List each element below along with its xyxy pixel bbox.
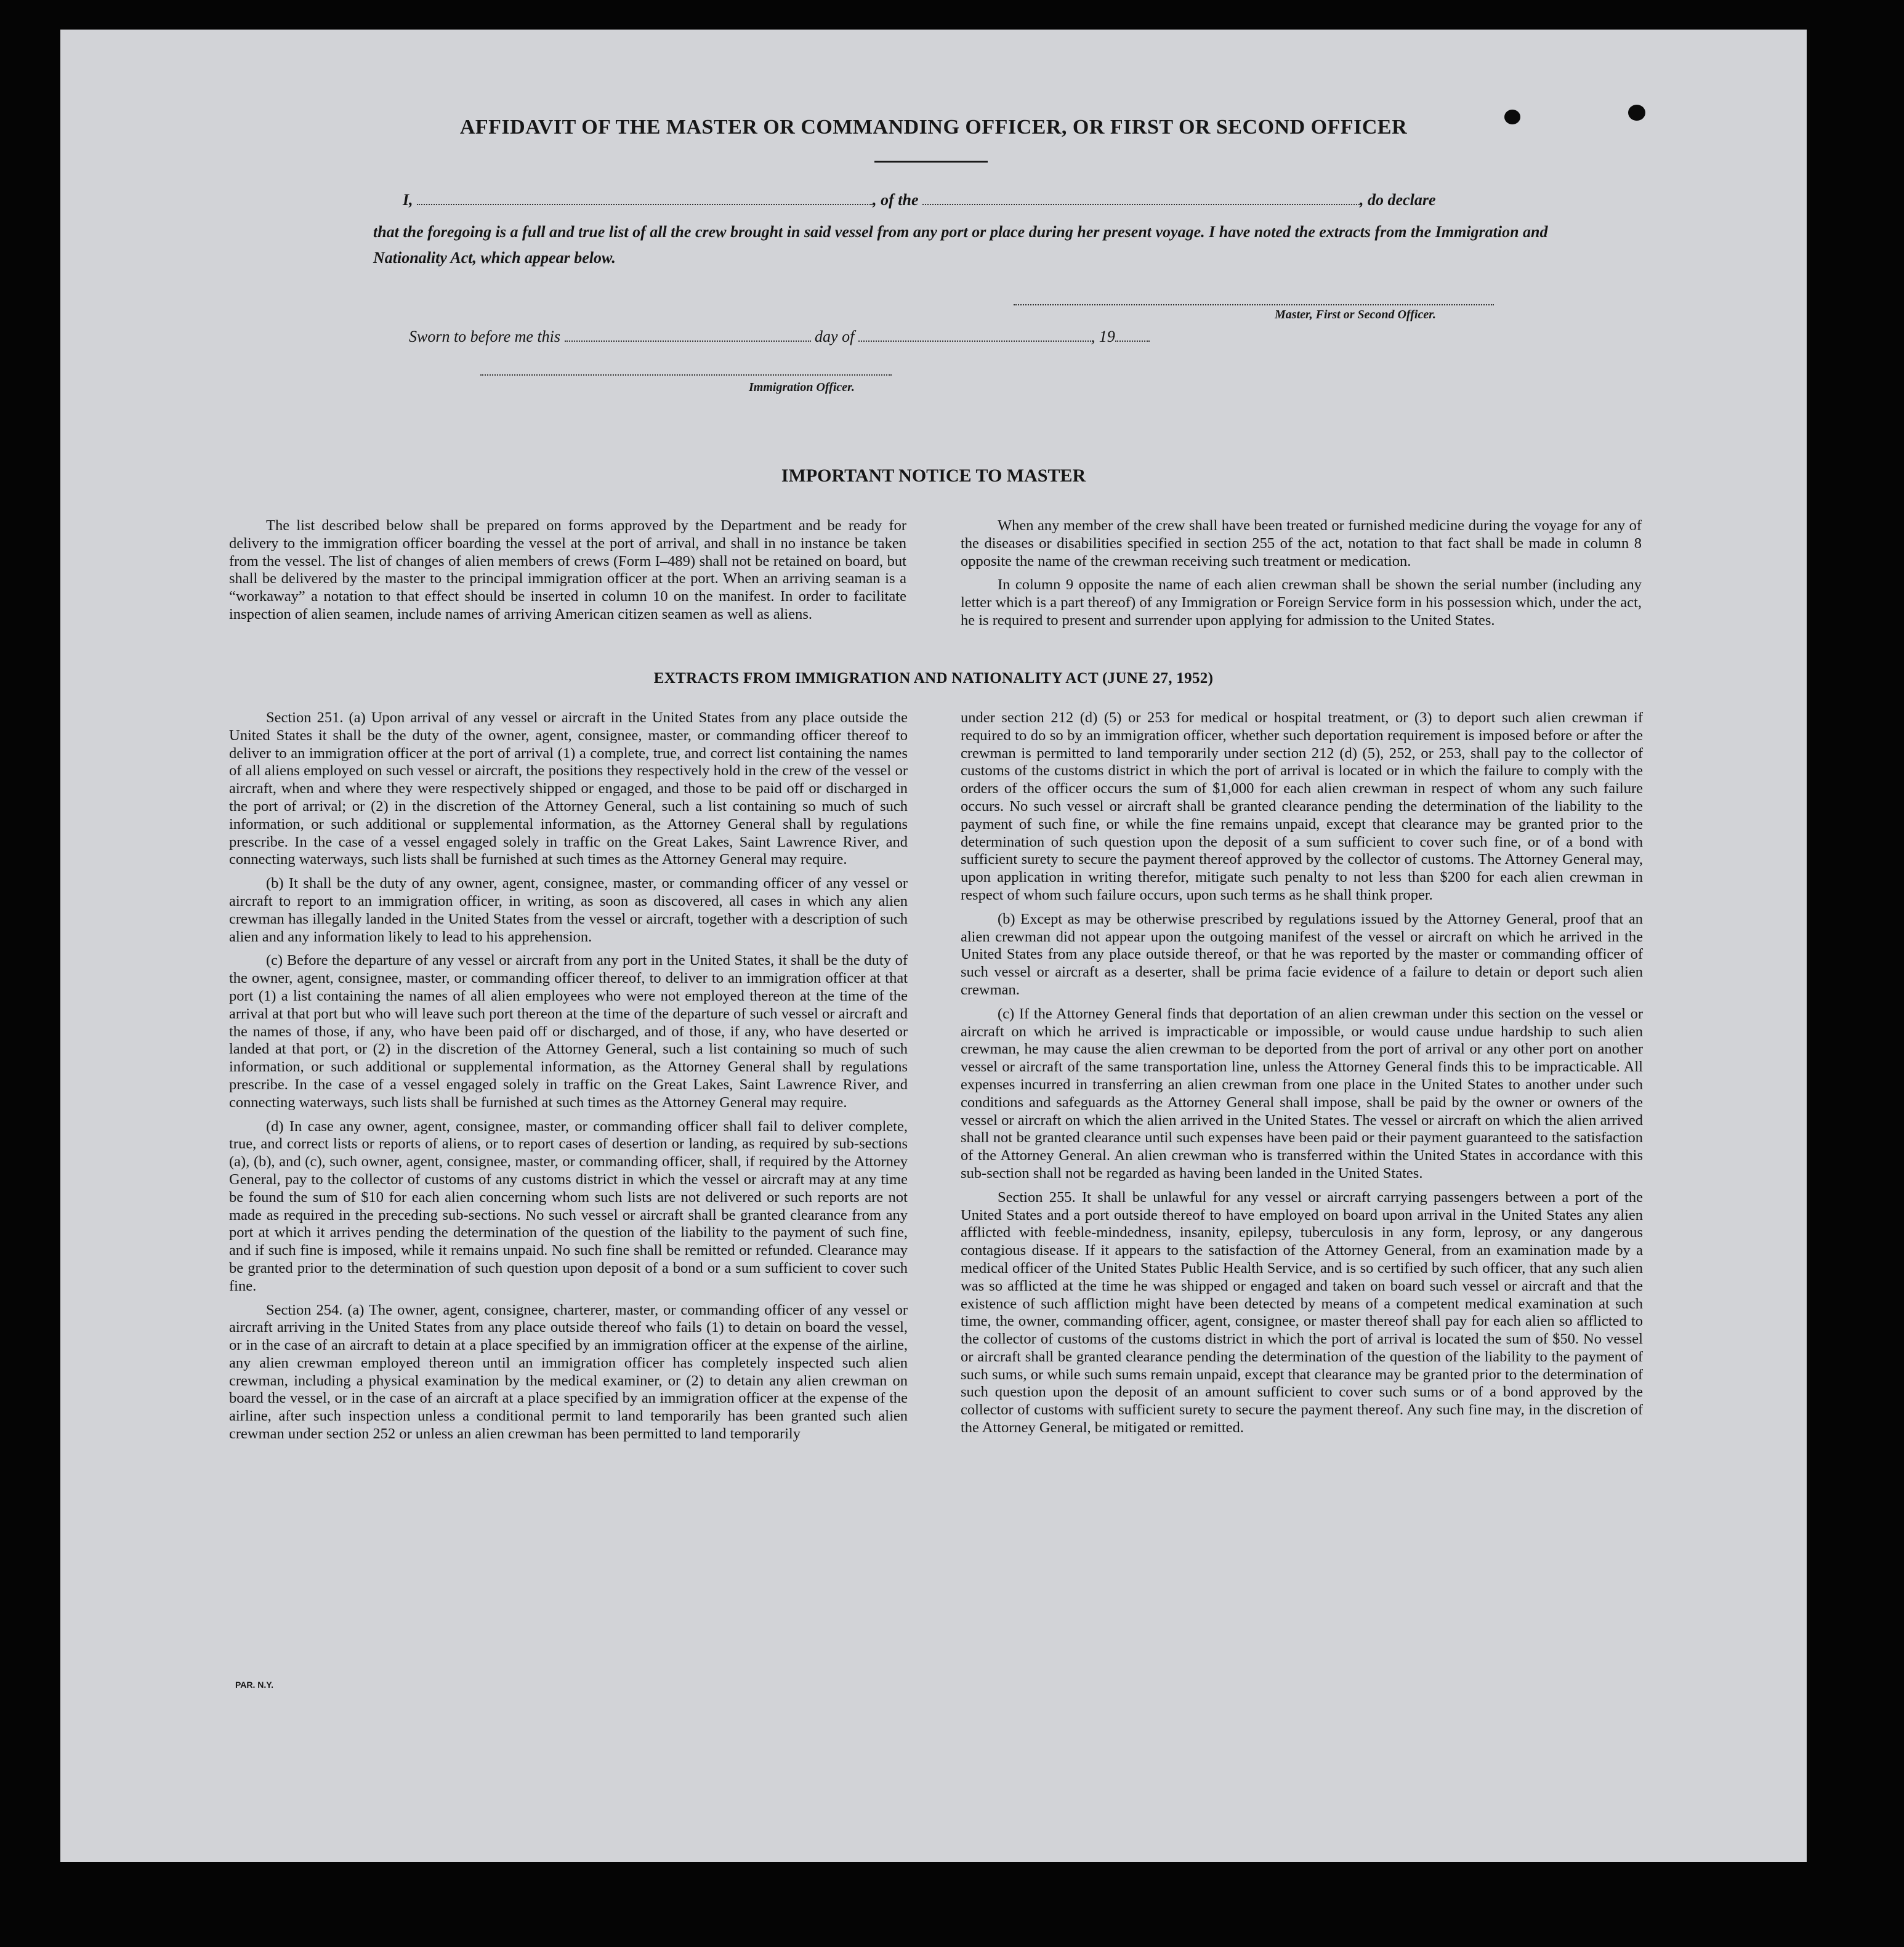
- notice-paragraph: When any member of the crew shall have been treated or furnished medicine during the voyage for any of the diseases or disabilities specified in section 255 of the act, notation to that fact shall be made in column 8 opposite the name of the crewman receiving such treatment or medication.: [961, 517, 1642, 570]
- sworn-year: , 19: [1091, 328, 1115, 345]
- document-sheet: [60, 30, 1807, 1862]
- statute-paragraph: (b) It shall be the duty of any owner, agent, consignee, master, or commanding officer of any vessel or aircraft to report to an immigration officer, in writing, as soon as discovered, all cases in which any alien crewman has illegally landed in the United States from the vessel or aircraft, together with a description of such alien and any information likely to lead to his apprehension.: [229, 875, 908, 945]
- notice-left-column: [229, 517, 906, 630]
- statute-paragraph: Section 255. It shall be unlawful for any vessel or aircraft carrying passengers between a port of the United States and a port outside thereof to have employed on board upon arrival in the United States any alien afflicted with feeble-mindedness, insanity, epilepsy, tuberculosis in any form, leprosy, or any dangerous contagious disease. If it appears to the satisfaction of the Attorney General, from an examination made by a medical officer of the United States Public Health Service, and is so certified by such officer, that any such alien was so afflicted at the time he was shipped or engaged and taken on board such vessel or aircraft and that the existence of such affliction might have been detected by means of a competent medical examination at such time, the owner, commanding officer, agent, consignee, or master thereof shall pay for each alien so afflicted to the collector of customs of the customs district in which the port of arrival is located the sum of $50. No vessel or aircraft shall be granted clearance pending the determination of the question of the liability to the payment of such sums, or while such sums remain unpaid, except that clearance may be granted prior to the determination of such question upon the deposit of an amount sufficient to cover such sums or of a bond approved by the collector of customs with sufficient surety to secure the payment thereof. Any such fine may, in the discretion of the Attorney General, be mitigated or remitted.: [961, 1188, 1643, 1437]
- extracts-title: EXTRACTS FROM IMMIGRATION AND NATIONALITY ACT (JUNE 27, 1952): [653, 670, 1214, 687]
- printer-mark: PAR. N.Y.: [235, 1680, 273, 1690]
- declarant-name-field[interactable]: [417, 193, 873, 205]
- notice-paragraph: The list described below shall be prepared on forms approved by the Department and be ready for delivery to the immigration officer boarding the vessel at the port of arrival, and shall in no instance be taken from the vessel. The list of changes of alien members of crews (Form I–489) shall not be retained on board, but shall be delivered by the master to the principal immigration officer at the port. When an arriving seaman is a “workaway” a notation to that effect should be inserted in column 10 on the manifest. In order to facilitate inspection of alien seamen, include names of arriving American citizen seamen as well as aliens.: [229, 517, 906, 623]
- notice-title: IMPORTANT NOTICE TO MASTER: [781, 466, 1086, 486]
- notice-paragraph: In column 9 opposite the name of each alien crewman shall be shown the serial number (including any letter which is a part thereof) of any Immigration or Foreign Service form in his possession which, under the act, he is required to present and surrender upon applying for admission to the United States.: [961, 576, 1642, 629]
- statute-paragraph: (c) Before the departure of any vessel or aircraft from any port in the United States, it shall be the duty of the owner, agent, consignee, master, or commanding officer thereof, to deliver to an immigration officer at that port (1) a list containing the names of all alien employees who were not employed thereon at the time of the arrival at that port but who will leave such port thereon at the time of the departure of such vessel or aircraft and the names of those, if any, who have been paid off or discharged, and of those, if any, who have deserted or landed at that port, or (2) in the discretion of the Attorney General, such a list containing so much of such information, or such additional or supplemental information, as the Attorney General shall by regulations prescribe. In the case of a vessel engaged solely in traffic on the Great Lakes, Saint Lawrence River, and connecting waterways, such lists shall be furnished at such times as the Attorney General may require.: [229, 952, 908, 1111]
- statute-paragraph: (b) Except as may be otherwise prescribed by regulations issued by the Attorney General, proof that an alien crewman did not appear upon the outgoing manifest of the vessel or aircraft on which he arrived in the United States from any place outside thereof, or that he was reported by the master or commanding officer of such vessel or aircraft as a deserter, shall be prima facie evidence of a failure to detain or deport such alien crewman.: [961, 910, 1643, 998]
- declaration-lead: I,: [403, 191, 413, 209]
- sworn-line: [409, 328, 1271, 346]
- sworn-day-of: day of: [815, 328, 855, 345]
- statute-paragraph: Section 254. (a) The owner, agent, consignee, charterer, master, or commanding officer of any vessel or aircraft arriving in the United States from any place outside thereof who fails (1) to detain on board the vessel, or in the case of an aircraft to detain at a place specified by an immigration officer at the expense of the airline, any alien crewman employed thereon until an immigration officer has completely inspected such alien crewman, including a physical examination by the medical examiner, or (2) to detain any alien crewman on board the vessel, or in the case of an aircraft at a place specified by an immigration officer at the expense of the airline, after such inspection unless a conditional permit to land temporarily has been granted such alien crewman under section 252 or unless an alien crewman has been permitted to land temporarily: [229, 1301, 908, 1443]
- sworn-prefix: Sworn to before me this: [409, 328, 561, 345]
- declaration-end: , do declare: [1360, 191, 1436, 209]
- vessel-name-field[interactable]: [922, 193, 1360, 205]
- title-rule: [874, 161, 988, 163]
- sworn-year-field[interactable]: [1115, 329, 1150, 342]
- declaration-of-the: , of the: [873, 191, 919, 209]
- officer-signature-label: Immigration Officer.: [749, 381, 855, 394]
- statute-paragraph: Section 251. (a) Upon arrival of any vessel or aircraft in the United States from any place outside the United States it shall be the duty of the owner, agent, consignee, master, or commanding officer thereof to deliver to an immigration officer at the port of arrival (1) a complete, true, and correct list containing the names of all aliens employed on such vessel or aircraft, the positions they respectively hold in the crew of the vessel or aircraft, when and where they were respectively shipped or engaged, and those to be paid off or discharged in the port of arrival; or (2) in the discretion of the Attorney General, such a list containing so much of such information, or such additional or supplemental information, as the Attorney General shall by regulations prescribe. In the case of a vessel engaged solely in traffic on the Great Lakes, Saint Lawrence River, and connecting waterways, such lists shall be furnished at such times as the Attorney General may require.: [229, 709, 908, 868]
- notice-right-column: [961, 517, 1642, 636]
- declaration-line: [403, 191, 1554, 209]
- statute-paragraph: (d) In case any owner, agent, consignee, master, or commanding officer shall fail to deliver complete, true, and correct lists or reports of aliens, or to report cases of desertion or landing, as required by sub-sections (a), (b), and (c), such owner, agent, consignee, master, or commanding officer, shall, if required by the Attorney General, pay to the collector of customs of any customs district in which the vessel or aircraft may at any time be found the sum of $10 for each alien concerning whom such lists are not delivered or such reports are not made as required in the preceding sub-sections. No such vessel or aircraft shall be granted clearance from any port at which it arrives pending the determination of the question of the liability to the payment of such fine, and if such fine is imposed, while it remains unpaid. No such fine shall be remitted or refunded. Clearance may be granted prior to the determination of such question upon deposit of a bond or a sum sufficient to cover such fine.: [229, 1118, 908, 1294]
- sworn-month-field[interactable]: [858, 329, 1091, 342]
- sworn-day-field[interactable]: [565, 329, 811, 342]
- extracts-left-column: [229, 709, 908, 1449]
- statute-paragraph: (c) If the Attorney General finds that deportation of an alien crewman under this section on the vessel or aircraft on which he arrived is impracticable or impossible, or would cause undue hardship to such alien crewman, he may cause the alien crewman to be deported from the port of arrival or any other port on another vessel or aircraft of the same transportation line, unless the Attorney General finds this to be impracticable. All expenses incurred in transferring an alien crewman from one place in the United States to another under such conditions and safeguards as the Attorney General shall impose, shall be paid by the owner or owners of the vessel or aircraft on which the alien arrived in the United States. The vessel or aircraft on which the alien arrived shall not be granted clearance until such expenses have been paid or their payment guaranteed to the satisfaction of the Attorney General. An alien crewman who is transferred within the United States in accordance with this sub-section shall not be regarded as having been landed in the United States.: [961, 1005, 1643, 1182]
- extracts-right-column: [961, 709, 1643, 1443]
- master-signature-line[interactable]: [1014, 304, 1494, 305]
- declaration-text: that the foregoing is a full and true list of all the crew brought in said vessel from any port or place during her present voyage. I have noted the extracts from the Immigration and Nationality Act, which appear below.: [373, 223, 1548, 267]
- statute-paragraph: under section 212 (d) (5) or 253 for medical or hospital treatment, or (3) to deport such alien crewman if required to do so by an immigration officer, whether such deportation requirement is imposed before or after the crewman is permitted to land temporarily under section 212 (d) (5), 252, or 253, shall pay to the collector of customs of the customs district in which the port of arrival is located or in which the failure to comply with the orders of the officer occurs the sum of $1,000 for each alien crewman in respect of whom any such failure occurs. No such vessel or aircraft shall be granted clearance pending the determination of the liability to the payment of such fine, or while the fine remains unpaid, except that clearance may be granted prior to the determination of such question upon the deposit of a sum sufficient to cover such fine, or of a bond with sufficient surety to secure the payment thereof approved by the collector of customs. The Attorney General may, upon application in writing therefor, mitigate such penalty to not less than $200 for each alien crewman in respect of whom such failure occurs, upon such terms as he shall think proper.: [961, 709, 1643, 903]
- affidavit-title: AFFIDAVIT OF THE MASTER OR COMMANDING OFFICER, OR FIRST OR SECOND OFFICER: [459, 116, 1408, 139]
- master-signature-label: Master, First or Second Officer.: [1275, 308, 1436, 321]
- officer-signature-line[interactable]: [480, 374, 892, 376]
